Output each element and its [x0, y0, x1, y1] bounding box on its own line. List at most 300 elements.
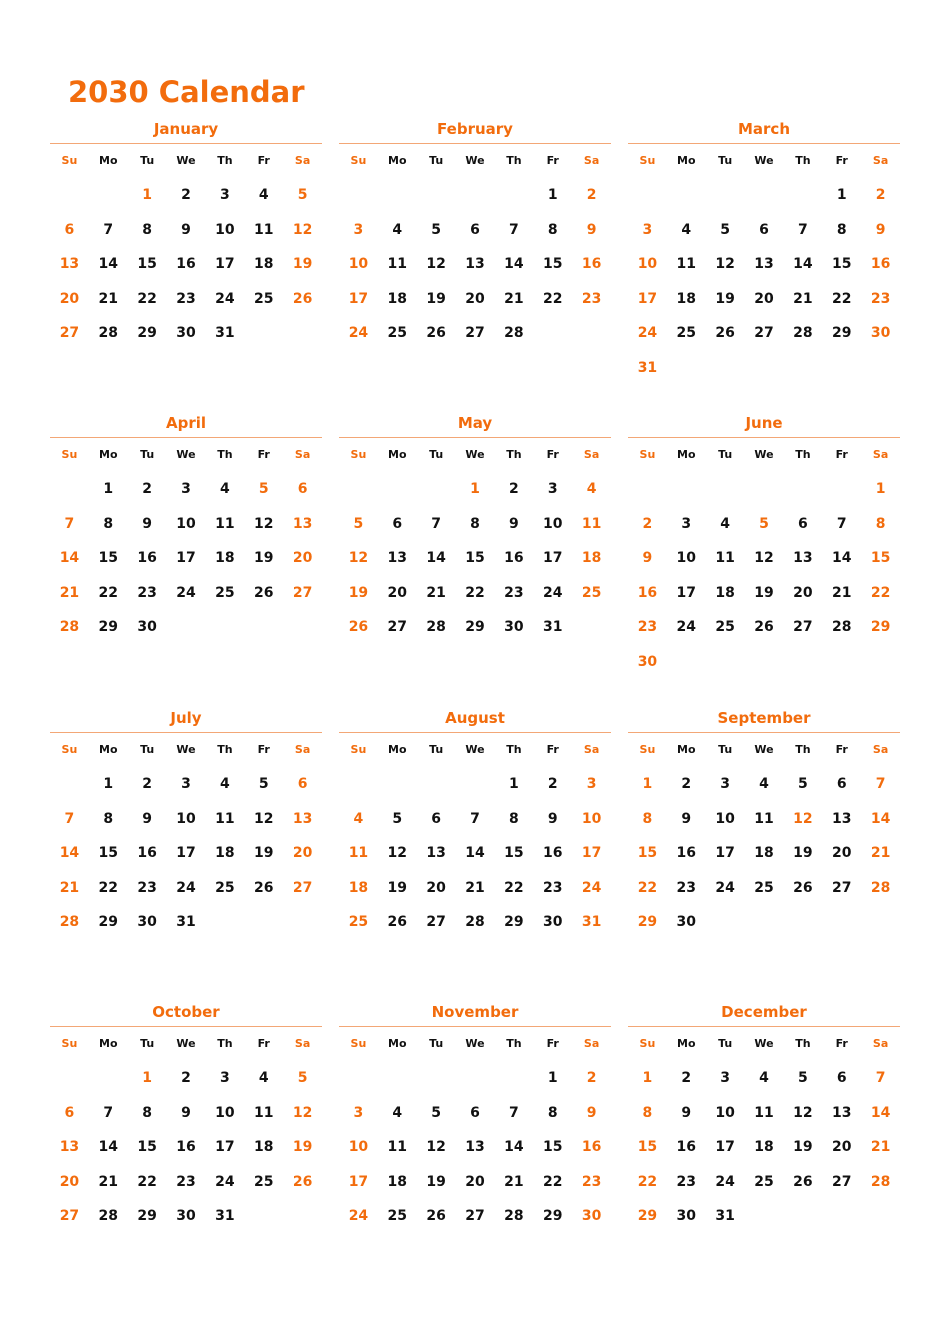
day-cell: 1: [103, 776, 114, 792]
day-cell: 31: [176, 914, 196, 930]
empty-day-cell: [822, 645, 861, 680]
day-cell: 20: [387, 584, 408, 601]
day-cell: 22: [98, 584, 119, 601]
week-row: [339, 905, 611, 940]
week-row: [50, 316, 322, 351]
day-cell: 7: [64, 515, 75, 532]
week-row: [50, 178, 322, 213]
empty-day-cell: [456, 1061, 495, 1096]
month-name: February: [339, 118, 611, 144]
day-cell: 6: [797, 515, 808, 532]
day-cell: 19: [253, 845, 274, 861]
day-cell: 12: [426, 1139, 446, 1155]
day-cell: 8: [547, 221, 558, 238]
weekday-header: [50, 742, 322, 758]
weekday-label: Mo: [99, 743, 118, 756]
day-cell: 29: [98, 914, 119, 930]
empty-day-cell: [244, 610, 283, 645]
weekday-label: We: [176, 743, 196, 756]
week-row: [50, 905, 322, 940]
day-cell: 21: [831, 584, 852, 601]
day-cell: 12: [348, 550, 369, 566]
day-cell: 8: [103, 810, 114, 827]
day-cell: 18: [215, 550, 235, 566]
day-cell: 11: [215, 810, 235, 827]
day-cell: 14: [59, 845, 80, 861]
empty-day-cell: [339, 178, 378, 213]
week-row: [50, 247, 322, 282]
day-cell: 16: [176, 256, 196, 272]
weekday-header: [339, 742, 611, 758]
day-cell: 23: [176, 1173, 196, 1190]
day-cell: 29: [137, 325, 157, 341]
empty-day-cell: [822, 1199, 861, 1234]
weekday-label: Tu: [140, 448, 155, 461]
week-row: [339, 1165, 611, 1200]
empty-day-cell: [861, 1199, 900, 1234]
day-grid: [628, 472, 900, 679]
day-cell: 11: [581, 515, 602, 532]
day-cell: 31: [215, 1208, 235, 1224]
week-row: [339, 1130, 611, 1165]
day-cell: 2: [642, 515, 653, 532]
day-cell: 1: [470, 481, 480, 497]
week-row: [50, 836, 322, 871]
weekday-label: Tu: [140, 1037, 155, 1050]
day-cell: 3: [353, 1104, 364, 1121]
day-cell: 17: [215, 1139, 235, 1155]
day-cell: 5: [431, 221, 442, 238]
day-cell: 22: [637, 1173, 658, 1190]
week-row: [628, 871, 900, 906]
empty-day-cell: [50, 767, 89, 802]
weekday-label: Th: [506, 1037, 522, 1050]
day-cell: 23: [137, 879, 157, 896]
day-cell: 8: [547, 1104, 558, 1121]
day-cell: 13: [465, 256, 485, 272]
day-cell: 15: [137, 1139, 157, 1155]
empty-day-cell: [572, 316, 611, 351]
week-row: [628, 507, 900, 542]
day-cell: 30: [676, 1208, 697, 1224]
weekday-label: Mo: [677, 448, 696, 461]
month-september: [628, 707, 900, 940]
day-cell: 29: [98, 619, 119, 635]
day-cell: 7: [431, 515, 442, 532]
day-cell: 17: [637, 290, 658, 307]
week-row: [339, 178, 611, 213]
day-cell: 13: [831, 810, 852, 827]
day-cell: 4: [219, 776, 230, 792]
day-cell: 14: [465, 845, 485, 861]
weekday-header: [339, 1036, 611, 1052]
day-cell: 3: [547, 481, 558, 497]
day-cell: 27: [465, 1208, 485, 1224]
week-row: [50, 576, 322, 611]
day-cell: 19: [292, 256, 313, 272]
day-cell: 15: [98, 845, 119, 861]
weekday-label: Su: [61, 154, 78, 167]
day-cell: 24: [215, 1173, 235, 1190]
day-cell: 7: [64, 810, 75, 827]
weekday-label: We: [465, 1037, 485, 1050]
day-grid: [50, 178, 322, 351]
day-cell: 21: [504, 1173, 524, 1190]
month-name: May: [339, 412, 611, 438]
day-cell: 30: [581, 1208, 602, 1224]
empty-day-cell: [244, 316, 283, 351]
day-cell: 23: [137, 584, 157, 601]
week-row: [50, 802, 322, 837]
day-cell: 7: [103, 221, 114, 238]
day-cell: 24: [542, 584, 563, 601]
empty-day-cell: [89, 1061, 128, 1096]
day-cell: 4: [392, 1104, 403, 1121]
weekday-label: Fr: [835, 448, 848, 461]
day-cell: 7: [875, 1070, 886, 1086]
day-cell: 26: [793, 1173, 813, 1190]
day-cell: 30: [176, 1208, 196, 1224]
empty-day-cell: [283, 1199, 322, 1234]
weekday-label: We: [176, 154, 196, 167]
day-cell: 29: [831, 325, 852, 341]
day-cell: 3: [181, 481, 191, 497]
day-cell: 13: [387, 550, 408, 566]
month-october: [50, 1001, 322, 1234]
day-cell: 22: [137, 290, 157, 307]
weekday-label: Su: [61, 743, 78, 756]
day-cell: 8: [642, 1104, 653, 1121]
empty-day-cell: [822, 905, 861, 940]
day-cell: 19: [387, 879, 408, 896]
weekday-label: We: [754, 448, 774, 461]
day-cell: 7: [103, 1104, 114, 1121]
weekday-label: Mo: [99, 448, 118, 461]
weekday-label: Fr: [835, 743, 848, 756]
day-cell: 20: [426, 879, 446, 896]
day-cell: 29: [870, 619, 891, 635]
empty-day-cell: [783, 178, 822, 213]
day-cell: 14: [831, 550, 852, 566]
day-cell: 4: [219, 481, 230, 497]
month-name: August: [339, 707, 611, 733]
day-cell: 7: [508, 221, 519, 238]
day-cell: 6: [64, 221, 75, 238]
day-cell: 26: [426, 325, 446, 341]
day-cell: 10: [715, 1104, 735, 1121]
day-cell: 1: [836, 187, 847, 203]
week-row: [50, 1130, 322, 1165]
day-cell: 27: [292, 879, 313, 896]
day-cell: 26: [715, 325, 735, 341]
day-cell: 1: [875, 481, 886, 497]
empty-day-cell: [706, 472, 745, 507]
empty-day-cell: [667, 351, 706, 386]
weekday-label: Th: [217, 743, 233, 756]
week-row: [50, 507, 322, 542]
day-cell: 25: [676, 325, 697, 341]
day-cell: 5: [353, 515, 364, 532]
empty-day-cell: [417, 1061, 456, 1096]
day-cell: 1: [142, 187, 153, 203]
day-cell: 14: [870, 810, 891, 827]
page-title: 2030 Calendar: [68, 75, 305, 109]
day-cell: 21: [98, 290, 119, 307]
day-cell: 7: [836, 515, 847, 532]
day-cell: 4: [681, 221, 692, 238]
day-cell: 8: [836, 221, 847, 238]
day-cell: 11: [348, 845, 369, 861]
weekday-label: Fr: [257, 154, 270, 167]
day-cell: 21: [504, 290, 524, 307]
empty-day-cell: [628, 178, 667, 213]
day-cell: 14: [504, 256, 524, 272]
week-row: [628, 247, 900, 282]
day-cell: 12: [292, 1104, 313, 1121]
day-cell: 27: [831, 1173, 852, 1190]
day-cell: 21: [870, 845, 891, 861]
day-cell: 7: [470, 810, 480, 827]
day-grid: [628, 1061, 900, 1234]
day-cell: 17: [348, 1173, 369, 1190]
day-cell: 13: [426, 845, 446, 861]
day-cell: 28: [793, 325, 813, 341]
empty-day-cell: [706, 645, 745, 680]
weekday-label: Mo: [388, 154, 407, 167]
day-cell: 31: [581, 914, 602, 930]
day-cell: 5: [392, 810, 403, 827]
day-cell: 15: [831, 256, 852, 272]
day-cell: 18: [754, 1139, 774, 1155]
empty-day-cell: [205, 905, 244, 940]
day-cell: 14: [504, 1139, 524, 1155]
day-cell: 26: [754, 619, 774, 635]
day-cell: 21: [793, 290, 813, 307]
day-cell: 30: [137, 619, 157, 635]
week-row: [628, 802, 900, 837]
day-cell: 5: [297, 1070, 308, 1086]
day-cell: 26: [426, 1208, 446, 1224]
day-cell: 3: [586, 776, 597, 792]
weekday-header: [50, 153, 322, 169]
day-cell: 11: [676, 256, 697, 272]
day-cell: 30: [137, 914, 157, 930]
day-cell: 3: [720, 1070, 731, 1086]
day-cell: 26: [292, 290, 313, 307]
day-cell: 2: [547, 776, 558, 792]
day-cell: 17: [348, 290, 369, 307]
empty-day-cell: [456, 178, 495, 213]
empty-day-cell: [205, 610, 244, 645]
empty-day-cell: [339, 1061, 378, 1096]
empty-day-cell: [667, 178, 706, 213]
day-cell: 2: [142, 481, 153, 497]
day-cell: 24: [715, 879, 735, 896]
week-row: [628, 1199, 900, 1234]
empty-day-cell: [378, 767, 417, 802]
day-cell: 17: [542, 550, 563, 566]
day-cell: 25: [581, 584, 602, 601]
empty-day-cell: [456, 767, 495, 802]
day-cell: 2: [586, 187, 597, 203]
day-cell: 3: [720, 776, 731, 792]
weekday-label: Fr: [257, 448, 270, 461]
day-cell: 10: [348, 256, 369, 272]
day-cell: 13: [754, 256, 774, 272]
day-cell: 18: [348, 879, 369, 896]
day-cell: 9: [142, 810, 153, 827]
day-cell: 29: [637, 1208, 658, 1224]
day-cell: 3: [642, 221, 653, 238]
week-row: [339, 767, 611, 802]
day-cell: 18: [253, 256, 274, 272]
day-cell: 14: [98, 1139, 119, 1155]
day-cell: 25: [348, 914, 369, 930]
week-row: [50, 871, 322, 906]
weekday-label: Su: [350, 154, 367, 167]
day-cell: 13: [59, 256, 80, 272]
day-cell: 23: [637, 619, 658, 635]
weekday-label: Mo: [99, 1037, 118, 1050]
day-cell: 12: [715, 256, 735, 272]
weekday-label: Su: [61, 448, 78, 461]
day-cell: 28: [831, 619, 852, 635]
day-cell: 14: [98, 256, 119, 272]
day-cell: 17: [176, 845, 196, 861]
day-cell: 25: [215, 879, 235, 896]
day-cell: 7: [797, 221, 808, 238]
week-row: [339, 282, 611, 317]
day-cell: 25: [253, 290, 274, 307]
day-cell: 26: [348, 619, 369, 635]
weekday-label: We: [754, 743, 774, 756]
empty-day-cell: [417, 472, 456, 507]
day-cell: 8: [642, 810, 653, 827]
day-cell: 24: [715, 1173, 735, 1190]
day-cell: 14: [793, 256, 813, 272]
weekday-label: Mo: [677, 1037, 696, 1050]
day-cell: 28: [59, 619, 80, 635]
day-cell: 27: [426, 914, 446, 930]
weekday-label: Fr: [546, 743, 559, 756]
day-cell: 3: [181, 776, 191, 792]
month-january: [50, 118, 322, 351]
day-cell: 6: [470, 1104, 480, 1121]
empty-day-cell: [783, 472, 822, 507]
day-cell: 6: [431, 810, 442, 827]
day-cell: 19: [754, 584, 774, 601]
day-grid: [339, 472, 611, 645]
day-cell: 21: [59, 879, 80, 896]
week-row: [50, 282, 322, 317]
weekday-label: Tu: [718, 154, 733, 167]
day-cell: 10: [215, 221, 235, 238]
week-row: [628, 178, 900, 213]
weekday-label: Fr: [546, 154, 559, 167]
day-cell: 10: [215, 1104, 235, 1121]
week-row: [628, 316, 900, 351]
week-row: [628, 905, 900, 940]
day-cell: 5: [431, 1104, 442, 1121]
week-row: [628, 351, 900, 386]
day-cell: 30: [870, 325, 891, 341]
day-cell: 5: [258, 776, 269, 792]
day-cell: 13: [465, 1139, 485, 1155]
weekday-label: Sa: [872, 154, 889, 167]
day-cell: 19: [793, 1139, 813, 1155]
day-cell: 12: [793, 1104, 813, 1121]
day-cell: 23: [176, 290, 196, 307]
day-cell: 16: [504, 550, 524, 566]
day-grid: [339, 178, 611, 351]
weekday-label: Mo: [677, 743, 696, 756]
day-cell: 20: [465, 1173, 485, 1190]
day-cell: 20: [831, 1139, 852, 1155]
day-cell: 9: [181, 1104, 191, 1121]
day-cell: 25: [387, 325, 408, 341]
weekday-label: Sa: [583, 154, 600, 167]
week-row: [50, 767, 322, 802]
day-cell: 11: [715, 550, 735, 566]
empty-day-cell: [339, 767, 378, 802]
day-cell: 9: [642, 550, 653, 566]
weekday-label: We: [754, 1037, 774, 1050]
week-row: [50, 1165, 322, 1200]
weekday-label: Tu: [140, 743, 155, 756]
month-name: March: [628, 118, 900, 144]
day-cell: 26: [253, 584, 274, 601]
weekday-label: We: [754, 154, 774, 167]
day-cell: 20: [465, 290, 485, 307]
day-cell: 27: [465, 325, 485, 341]
day-cell: 1: [547, 1070, 558, 1086]
weekday-label: We: [465, 154, 485, 167]
weekday-label: Su: [639, 743, 656, 756]
weekday-label: Th: [795, 1037, 811, 1050]
day-cell: 9: [547, 810, 558, 827]
day-cell: 17: [581, 845, 602, 861]
day-cell: 30: [504, 619, 524, 635]
day-cell: 6: [836, 776, 847, 792]
empty-day-cell: [706, 351, 745, 386]
day-cell: 10: [581, 810, 602, 827]
weekday-label: Th: [506, 448, 522, 461]
month-april: [50, 412, 322, 645]
month-august: [339, 707, 611, 940]
day-cell: 1: [642, 1070, 653, 1086]
week-row: [50, 610, 322, 645]
day-cell: 2: [586, 1070, 597, 1086]
day-cell: 15: [504, 845, 524, 861]
day-cell: 22: [465, 584, 485, 601]
day-cell: 17: [676, 584, 697, 601]
day-cell: 18: [215, 845, 235, 861]
week-row: [339, 541, 611, 576]
day-cell: 16: [176, 1139, 196, 1155]
day-cell: 3: [353, 221, 364, 238]
day-cell: 20: [292, 550, 313, 566]
day-cell: 27: [59, 1208, 80, 1224]
day-cell: 3: [681, 515, 692, 532]
day-cell: 10: [542, 515, 563, 532]
weekday-label: Tu: [140, 154, 155, 167]
day-cell: 15: [637, 845, 658, 861]
empty-day-cell: [417, 178, 456, 213]
day-cell: 5: [258, 481, 269, 497]
empty-day-cell: [494, 178, 533, 213]
day-cell: 20: [754, 290, 774, 307]
weekday-label: Sa: [294, 743, 311, 756]
